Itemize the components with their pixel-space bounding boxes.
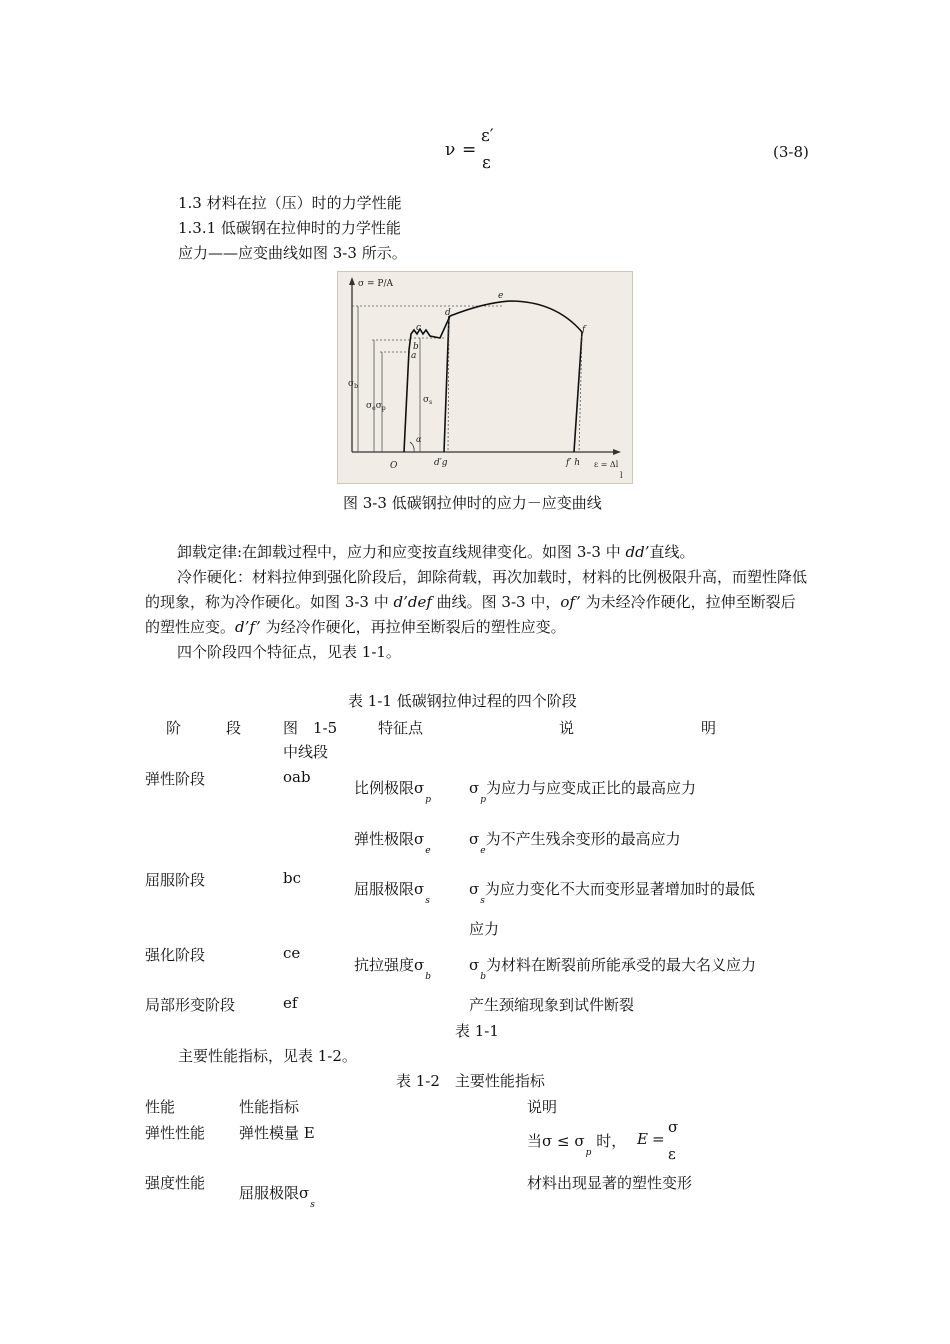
point-fh-label: f′ h	[566, 458, 581, 468]
table1-header-desc-b: 明	[701, 719, 717, 737]
table1-row-seg: ce	[283, 944, 301, 962]
alpha-label: α	[416, 435, 422, 444]
sigma-s-label: $\sigma_s$	[423, 395, 433, 406]
table1-header-seg-a: 图 1-5	[283, 719, 338, 737]
table1-row-desc: $\sigma_p$为应力与应变成正比的最高应力	[469, 779, 697, 805]
equation-eq: =	[462, 140, 477, 160]
y-axis-arrow	[349, 277, 355, 285]
table2-header-index: 性能指标	[239, 1098, 300, 1116]
stress-strain-figure	[337, 271, 633, 484]
table2-formula-eq: =	[652, 1130, 665, 1148]
paragraph-cold-hardening: 冷作硬化：材料拉伸到强化阶段后，卸除荷载，再次加载时，材料的比例极限升高，而塑性降低的现象，称为冷作硬化。如图 3-3 中 d’def 曲线。图 3-3 中，of’ 为未经冷作硬化，拉伸至断裂后的塑性应变。d’f’ 为经冷作硬化，再拉伸至断裂后的塑性应变。	[145, 568, 808, 636]
table1-row-desc: $\sigma_e$为不产生残余变形的最高应力	[469, 830, 681, 856]
stress-strain-curve	[404, 301, 582, 452]
table1-row-seg: ef	[283, 994, 298, 1012]
origin-label: O	[390, 461, 398, 471]
table1-title: 表 1-1 低碳钢拉伸过程的四个阶段	[348, 692, 577, 710]
table1-header-desc-a: 说	[559, 719, 575, 737]
point-e-label: e	[498, 291, 504, 301]
intro-table2: 主要性能指标，见表 1-2。	[178, 1047, 357, 1065]
equation-denominator: ε	[482, 153, 491, 173]
table1-row-feature: 抗拉强度$\sigma_b$	[354, 956, 432, 982]
table1-row-stage: 弹性阶段	[145, 770, 206, 788]
table2-formula-num: σ	[668, 1118, 679, 1136]
table1-row-stage: 强化阶段	[145, 946, 206, 964]
equation-numerator: ε′	[481, 126, 494, 146]
table1-row-desc: $\sigma_s$为应力变化不大而变形显著增加时的最低	[469, 880, 755, 906]
table1-row-desc: 产生颈缩现象到试件断裂	[469, 996, 635, 1014]
point-f-label: f	[582, 325, 586, 335]
table1-row-seg: oab	[283, 768, 311, 786]
table1-header-stage-a: 阶	[166, 719, 182, 737]
table2-row-index: 弹性模量 E	[239, 1124, 315, 1142]
sigma-ep-label: $\sigma_e\sigma_p$	[366, 401, 386, 412]
table2-row-desc: 材料出现显著的塑性变形	[527, 1174, 693, 1192]
equation-lhs: ν	[445, 140, 456, 160]
stress-strain-diagram	[338, 272, 632, 483]
x-axis-label: ε = Δl	[594, 460, 619, 469]
table1-row-feature: 弹性极限$\sigma_e$	[354, 830, 431, 856]
table2-formula-E: E	[637, 1130, 648, 1148]
table1-row-stage: 屈服阶段	[145, 871, 206, 889]
point-a-label: a	[411, 351, 417, 361]
y-axis-label: σ = P/A	[358, 279, 393, 289]
equation-number: (3-8)	[773, 143, 809, 161]
table1-row-stage: 局部形变阶段	[145, 996, 236, 1014]
point-d-label: d	[445, 308, 451, 318]
table2-row-desc: 当$\sigma \le \sigma_p$ 时，	[527, 1132, 627, 1158]
section-heading-1-3: 1.3 材料在拉（压）时的力学性能	[178, 194, 402, 212]
table2-header-perf: 性能	[145, 1098, 176, 1116]
table1-footer: 表 1-1	[455, 1022, 499, 1040]
paragraph-four-stages: 四个阶段四个特征点，见表 1-1。	[177, 643, 401, 661]
table2-row-index: 屈服极限$\sigma_s$	[239, 1184, 315, 1210]
x-axis-arrow	[613, 449, 621, 455]
point-b-label: b	[413, 342, 419, 352]
table1-header-stage-b: 段	[226, 719, 242, 737]
section-heading-1-3-1: 1.3.1 低碳钢在拉伸时的力学性能	[178, 219, 401, 237]
point-dg-label: d′g	[434, 458, 448, 468]
figure-caption: 图 3-3 低碳钢拉伸时的应力－应变曲线	[343, 494, 602, 512]
point-c-label: c	[416, 323, 422, 333]
table1-header-feature: 特征点	[378, 719, 424, 737]
intro-line: 应力——应变曲线如图 3-3 所示。	[178, 244, 407, 262]
x-axis-label-den: l	[620, 471, 623, 480]
table1-row-feature: 比例极限$\sigma_p$	[354, 779, 432, 805]
table2-row-perf: 弹性性能	[145, 1124, 206, 1142]
table1-row-seg: bc	[283, 869, 302, 887]
paragraph-unloading-law: 卸载定律:在卸载过程中，应力和应变按直线规律变化。如图 3-3 中 dd’直线。	[177, 543, 695, 561]
table1-row-feature: 屈服极限$\sigma_s$	[354, 880, 430, 906]
sigma-b-label: $\sigma_b$	[348, 379, 358, 390]
table1-row-desc-continued: 应力	[469, 920, 500, 938]
table2-row-perf: 强度性能	[145, 1174, 206, 1192]
table1-row-desc: $\sigma_b$为材料在断裂前所能承受的最大名义应力	[469, 956, 757, 982]
table2-title: 表 1-2 主要性能指标	[396, 1072, 545, 1090]
table2-formula-den: ε	[668, 1145, 676, 1163]
alpha-arc	[410, 442, 414, 452]
table2-header-desc: 说明	[527, 1098, 558, 1116]
table1-header-seg-b: 中线段	[283, 743, 329, 761]
